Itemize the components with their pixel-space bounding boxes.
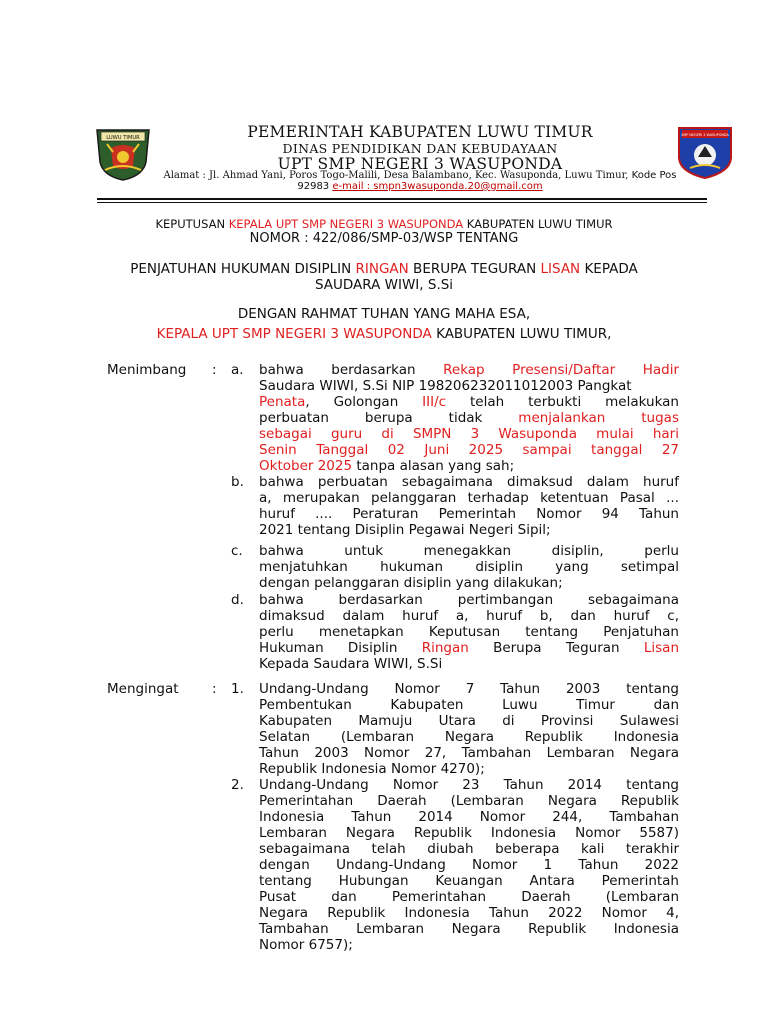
text-line: Tahun 2003 Nomor 27, Tambahan Lembaran Negara bbox=[259, 745, 679, 761]
menimbang-label: Menimbang bbox=[107, 362, 187, 378]
text-line: bahwa untuk menegakkan disiplin, perlu bbox=[259, 543, 679, 559]
text-line: perlu menetapkan Keputusan tentang Penjatuhan bbox=[259, 624, 679, 640]
item-marker: b. bbox=[231, 474, 244, 490]
letterhead-divider-thin bbox=[97, 202, 707, 203]
menimbang-colon: : bbox=[212, 362, 217, 378]
text-line: Oktober 2025 tanpa alasan yang sah; bbox=[259, 458, 515, 474]
decree-subject bbox=[60, 261, 708, 293]
letterhead-address-line2 bbox=[150, 181, 690, 193]
mengingat-label: Mengingat bbox=[107, 681, 179, 697]
heading-highlight: KEPALA UPT SMP NEGERI 3 WASUPONDA bbox=[228, 217, 464, 231]
text-line: Kepada Saudara WIWI, S.Si bbox=[259, 656, 443, 672]
text-line: Republik Indonesia Nomor 4270); bbox=[259, 761, 485, 777]
text-line: Indonesia Tahun 2014 Nomor 244, Tambahan bbox=[259, 809, 679, 825]
text-line: Negara Republik Indonesia Tahun 2022 Nomor 4, bbox=[259, 905, 679, 921]
subject-person: SAUDARA WIWI, S.Si bbox=[314, 277, 454, 293]
address-text: Alamat : Jl. Ahmad Yani, Poros Togo-Malili, Desa Balambano, Kec. Wasuponda, Luwu Timur, bbox=[163, 170, 629, 181]
text-line: Undang-Undang Nomor 7 Tahun 2003 tentang bbox=[259, 681, 679, 697]
subject-text: BERUPA TEGURAN bbox=[408, 261, 541, 277]
letterhead-department: DINAS PENDIDIKAN DAN KEBUDAYAAN bbox=[282, 141, 558, 156]
postal-code: 92983 bbox=[297, 181, 333, 192]
text-line: sebagai guru di SMPN 3 Wasuponda mulai hari bbox=[259, 426, 679, 442]
item-marker: d. bbox=[231, 592, 244, 608]
item-marker: c. bbox=[231, 543, 243, 559]
text-line: perbuatan berupa tidak menjalankan tugas bbox=[259, 410, 679, 426]
heading-text: KEPUTUSAN bbox=[155, 217, 229, 231]
email-link[interactable]: e-mail : smpn3wasuponda.20@gmail.com bbox=[332, 181, 543, 192]
text-line: Undang-Undang Nomor 23 Tahun 2014 tentang bbox=[259, 777, 679, 793]
text-line: dengan Undang-Undang Nomor 1 Tahun 2022 bbox=[259, 857, 679, 873]
decree-number: NOMOR : 422/086/SMP-03/WSP TENTANG bbox=[249, 231, 519, 246]
text-line: Lembaran Negara Republik Indonesia Nomor 5587) bbox=[259, 825, 679, 841]
subject-highlight: LISAN bbox=[540, 261, 581, 277]
text-line: dimaksud dalam huruf a, huruf b, dan huruf c, bbox=[259, 608, 679, 624]
text-line: Penata, Golongan III/c telah terbukti melakukan bbox=[259, 394, 679, 410]
text-line: menjatuhkan hukuman disiplin yang setimpal bbox=[259, 559, 679, 575]
luwu-timur-logo bbox=[93, 126, 153, 182]
text-line: 2021 tentang Disiplin Pegawai Negeri Sipil; bbox=[259, 522, 551, 538]
text-line: Saudara WIWI, S.Si NIP 198206232011012003 Pangkat bbox=[259, 378, 632, 394]
subject-text: PENJATUHAN HUKUMAN DISIPLIN bbox=[130, 261, 356, 277]
text-line: Kabupaten Mamuju Utara di Provinsi Sulawesi bbox=[259, 713, 679, 729]
menimbang-item-b bbox=[259, 474, 679, 538]
preamble-authority bbox=[60, 326, 708, 342]
mengingat-item-1 bbox=[259, 681, 679, 777]
logo-label: LUWU TIMUR bbox=[106, 135, 140, 141]
text-line: bahwa perbuatan sebagaimana dimaksud dalam huruf bbox=[259, 474, 679, 490]
text-line: Senin Tanggal 02 Juni 2025 sampai tanggal 27 bbox=[259, 442, 679, 458]
mengingat-item-2 bbox=[259, 777, 679, 953]
letterhead-school: UPT SMP NEGERI 3 WASUPONDA bbox=[277, 155, 563, 173]
text-line: Pemerintahan Daerah (Lembaran Negara Republik bbox=[259, 793, 679, 809]
text-line: bahwa berdasarkan pertimbangan sebagaimana bbox=[259, 592, 679, 608]
authority-text: KABUPATEN LUWU TIMUR, bbox=[431, 326, 612, 342]
menimbang-item-d bbox=[259, 592, 679, 672]
menimbang-item-c bbox=[259, 543, 679, 591]
address-kode-pos: Kode Pos bbox=[628, 170, 677, 181]
item-marker: 2. bbox=[231, 777, 244, 793]
letterhead-government: PEMERINTAH KABUPATEN LUWU TIMUR bbox=[247, 123, 593, 141]
text-line: Pusat dan Pemerintahan Daerah (Lembaran bbox=[259, 889, 679, 905]
item-marker: 1. bbox=[231, 681, 244, 697]
menimbang-item-a bbox=[259, 362, 679, 474]
text-line: sebagaimana telah diubah beberapa kali terakhir bbox=[259, 841, 679, 857]
text-line: Tambahan Lembaran Negara Republik Indonesia bbox=[259, 921, 679, 937]
mengingat-colon: : bbox=[212, 681, 217, 697]
authority-highlight: KEPALA UPT SMP NEGERI 3 WASUPONDA bbox=[156, 326, 432, 342]
text-line: Pembentukan Kabupaten Luwu Timur dan bbox=[259, 697, 679, 713]
text-line: huruf .... Peraturan Pemerintah Nomor 94 Tahun bbox=[259, 506, 679, 522]
decree-heading bbox=[60, 217, 708, 231]
subject-highlight: RINGAN bbox=[355, 261, 409, 277]
text-line: Hukuman Disiplin Ringan Berupa Teguran Lisan bbox=[259, 640, 679, 656]
text-line: dengan pelanggaran disiplin yang dilakukan; bbox=[259, 575, 563, 591]
subject-text: KEPADA bbox=[580, 261, 638, 277]
text-line: tentang Hubungan Keuangan Antara Pemerintah bbox=[259, 873, 679, 889]
text-line: Selatan (Lembaran Negara Republik Indonesia bbox=[259, 729, 679, 745]
item-marker: a. bbox=[231, 362, 244, 378]
letterhead-divider-thick bbox=[97, 198, 707, 200]
text-line: bahwa berdasarkan Rekap Presensi/Daftar Hadir bbox=[259, 362, 679, 378]
text-line: a, merupakan pelanggaran terhadap ketentuan Pasal ... bbox=[259, 490, 679, 506]
preamble-blessing: DENGAN RAHMAT TUHAN YANG MAHA ESA, bbox=[237, 306, 531, 322]
logo-label: SMP NEGERI 3 WASUPONDA bbox=[681, 133, 729, 137]
heading-text: KABUPATEN LUWU TIMUR bbox=[463, 217, 613, 231]
text-line: Nomor 6757); bbox=[259, 937, 353, 953]
